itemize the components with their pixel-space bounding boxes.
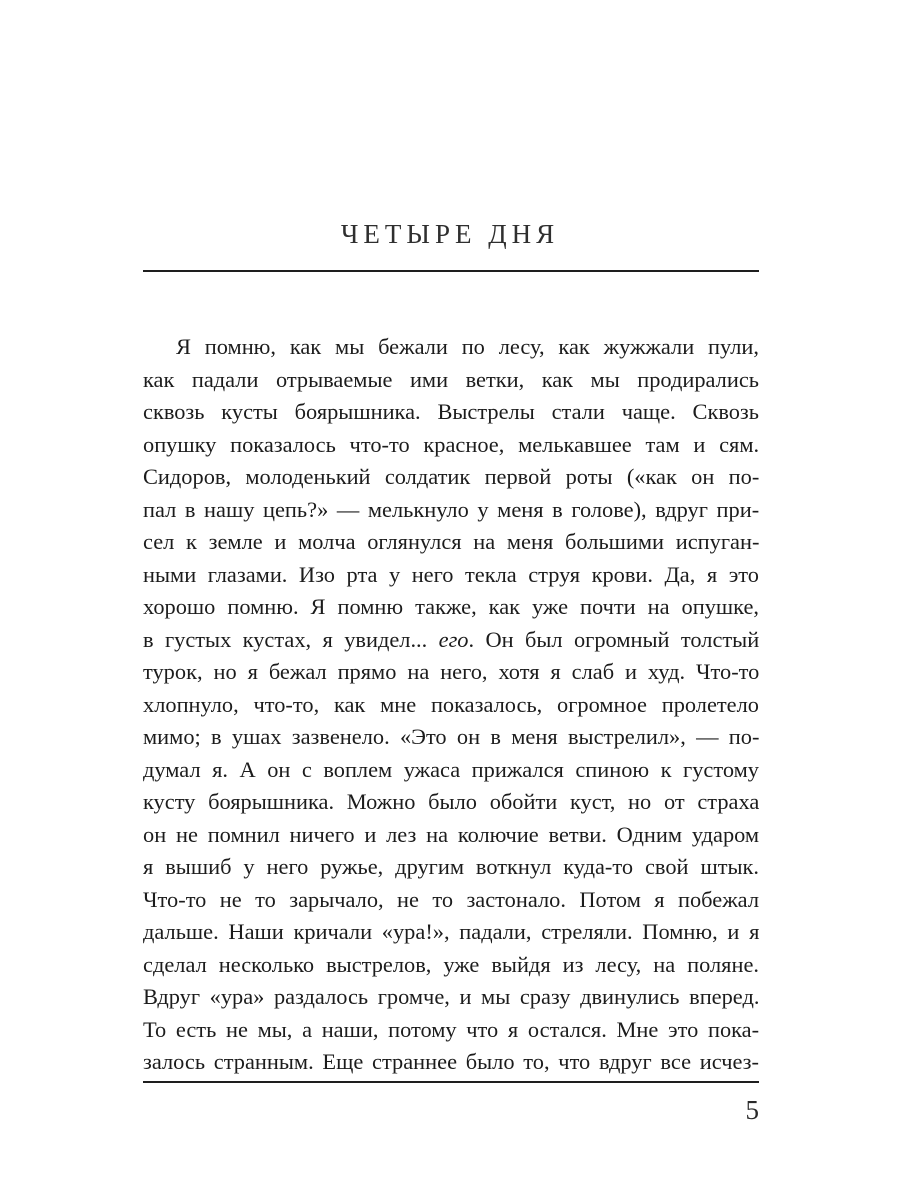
text-line: опушку показалось что-то красное, мелькавшее там и сям. [143, 431, 760, 457]
text-line: он не помнил ничего и лез на колючие ветви. Одним ударом [143, 821, 760, 847]
header-rule [143, 270, 759, 272]
text-line: как падали отрываемые ими ветки, как мы продирались [143, 366, 759, 392]
text-line: пал в нашу цепь?» — мелькнуло у меня в голове), вдруг при- [143, 496, 760, 522]
text-line: То есть не мы, а наши, потому что я остался. Мне это пока- [143, 1016, 760, 1042]
body-text [143, 331, 759, 1079]
text-line: кусту боярышника. Можно было обойти куст, но от страха [143, 789, 760, 814]
text-line [143, 624, 759, 657]
text-line: залось странным. Еще страннее было то, что вдруг все исчез- [143, 1049, 759, 1074]
text-line: Что-то не то зарычало, не то застонало. Потом я побежал [143, 886, 759, 912]
text-line: сел к земле и молча оглянулся на меня большими испуган- [143, 529, 760, 554]
text-line: сделал несколько выстрелов, уже выйдя из лесу, на поляне. [143, 951, 759, 977]
text-line: Сидоров, молоденький солдатик первой роты («как он по- [143, 464, 760, 489]
chapter-title: ЧЕТЫРЕ ДНЯ [340, 219, 560, 249]
text-line: дальше. Наши кричали «ура!», падали, стреляли. Помню, и я [143, 919, 760, 944]
text-line: хорошо помню. Я помню также, как уже почти на опушке, [143, 594, 759, 619]
text-segment: . Он был огромный толстый [468, 626, 760, 652]
italic-word: его [438, 626, 469, 652]
text-line: Вдруг «ура» раздалось громче, и мы сразу двинулись вперед. [143, 984, 760, 1009]
text-line: мимо; в ушах зазвенело. «Это он в меня выстрелил», — по- [143, 724, 760, 749]
footer-rule [143, 1081, 759, 1083]
text-line: хлопнуло, что-то, как мне показалось, огромное пролетело [143, 691, 759, 717]
text-line: я вышиб у него ружье, другим воткнул куда-то свой штык. [143, 854, 759, 879]
text-line: Я помню, как мы бежали по лесу, как жужжали пули, [176, 334, 759, 359]
text-line: сквозь кусты боярышника. Выстрелы стали чаще. Сквозь [143, 399, 759, 424]
text-segment: в густых кустах, я увидел... [143, 626, 439, 652]
text-line: турок, но я бежал прямо на него, хотя я слаб и худ. Что-то [143, 659, 760, 684]
text-line: думал я. А он с воплем ужаса прижался спиною к густому [143, 756, 759, 782]
page-number: 5 [745, 1095, 759, 1125]
text-line: ными глазами. Изо рта у него текла струя крови. Да, я это [143, 561, 759, 587]
